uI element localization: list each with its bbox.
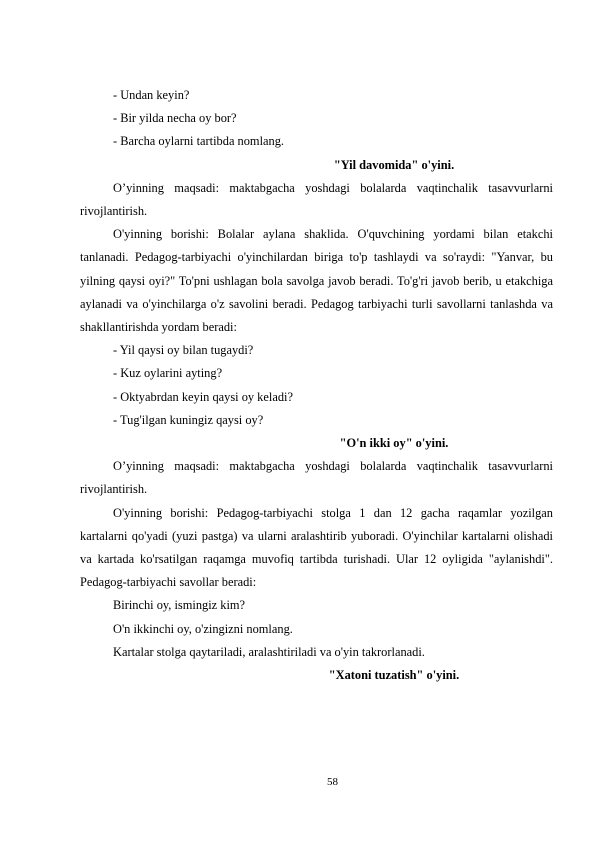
question-line: - Oktyabrdan keyin qaysi oy keladi?: [113, 389, 293, 404]
game-progress: O'yinning borishi: Pedagog-tarbiyachi stolga 1 dan 12 gacha raqamlar yozilgan kartalarni qo'yadi (yuzi pastga) va ularni aralashtirib yuboradi. O'yinchilar kartalarni olishadi va kartada ko'rsatilgan raqamga muvofiq tartibda turishadi. Ular 12 oyligida "aylanishdi". Pedagog-tarbiyachi savollar beradi:: [80, 505, 553, 590]
game-goal: O’yinning maqsadi: maktabgacha yoshdagi bolalarda vaqtinchalik tasavvurlarni rivojlantirish.: [80, 180, 553, 219]
game-progress: O'yinning borishi: Bolalar aylana shaklida. O'quvchining yordami bilan etakchi tanlanadi. Pedagog-tarbiyachi o'yinchilardan biriga to'p tashlaydi va so'raydi: "Yanvar, bu yilning qaysi oyi?" To'pni ushlagan bola savolga javob beradi. To'g'ri javob berib, u etakchiga aylanadi va o'yinchilarga o'z savolini beradi. Pedagog tarbiyachi turli savollarni tanlashda va shakllantirishda yordam beradi:: [80, 227, 553, 335]
text-line: Kartalar stolga qaytariladi, aralashtiriladi va o'yin takrorlanadi.: [113, 644, 425, 659]
document-page: [80, 84, 553, 687]
question-line: - Yil qaysi oy bilan tugaydi?: [113, 343, 254, 358]
text-line: Birinchi oy, ismingiz kim?: [113, 598, 246, 613]
text-line: O'n ikkinchi oy, o'zingizni nomlang.: [113, 621, 293, 636]
question-line: - Kuz oylarini ayting?: [113, 366, 223, 381]
game-goal: O’yinning maqsadi: maktabgacha yoshdagi bolalarda vaqtinchalik tasavvurlarni rivojlantirish.: [80, 459, 553, 497]
game-title: "Xatoni tuzatish" o'yini.: [328, 668, 460, 683]
game-title: "Yil davomida" o'yini.: [333, 157, 455, 172]
text-line: - Barcha oylarni tartibda nomlang.: [113, 134, 285, 149]
text-line: - Bir yilda necha oy bor?: [113, 111, 237, 126]
text-line: - Undan keyin?: [113, 88, 190, 102]
question-line: - Tug'ilgan kuningiz qaysi oy?: [113, 412, 264, 427]
page-number: 58: [327, 776, 338, 788]
game-title: "O'n ikki oy" o'yini.: [339, 436, 449, 451]
